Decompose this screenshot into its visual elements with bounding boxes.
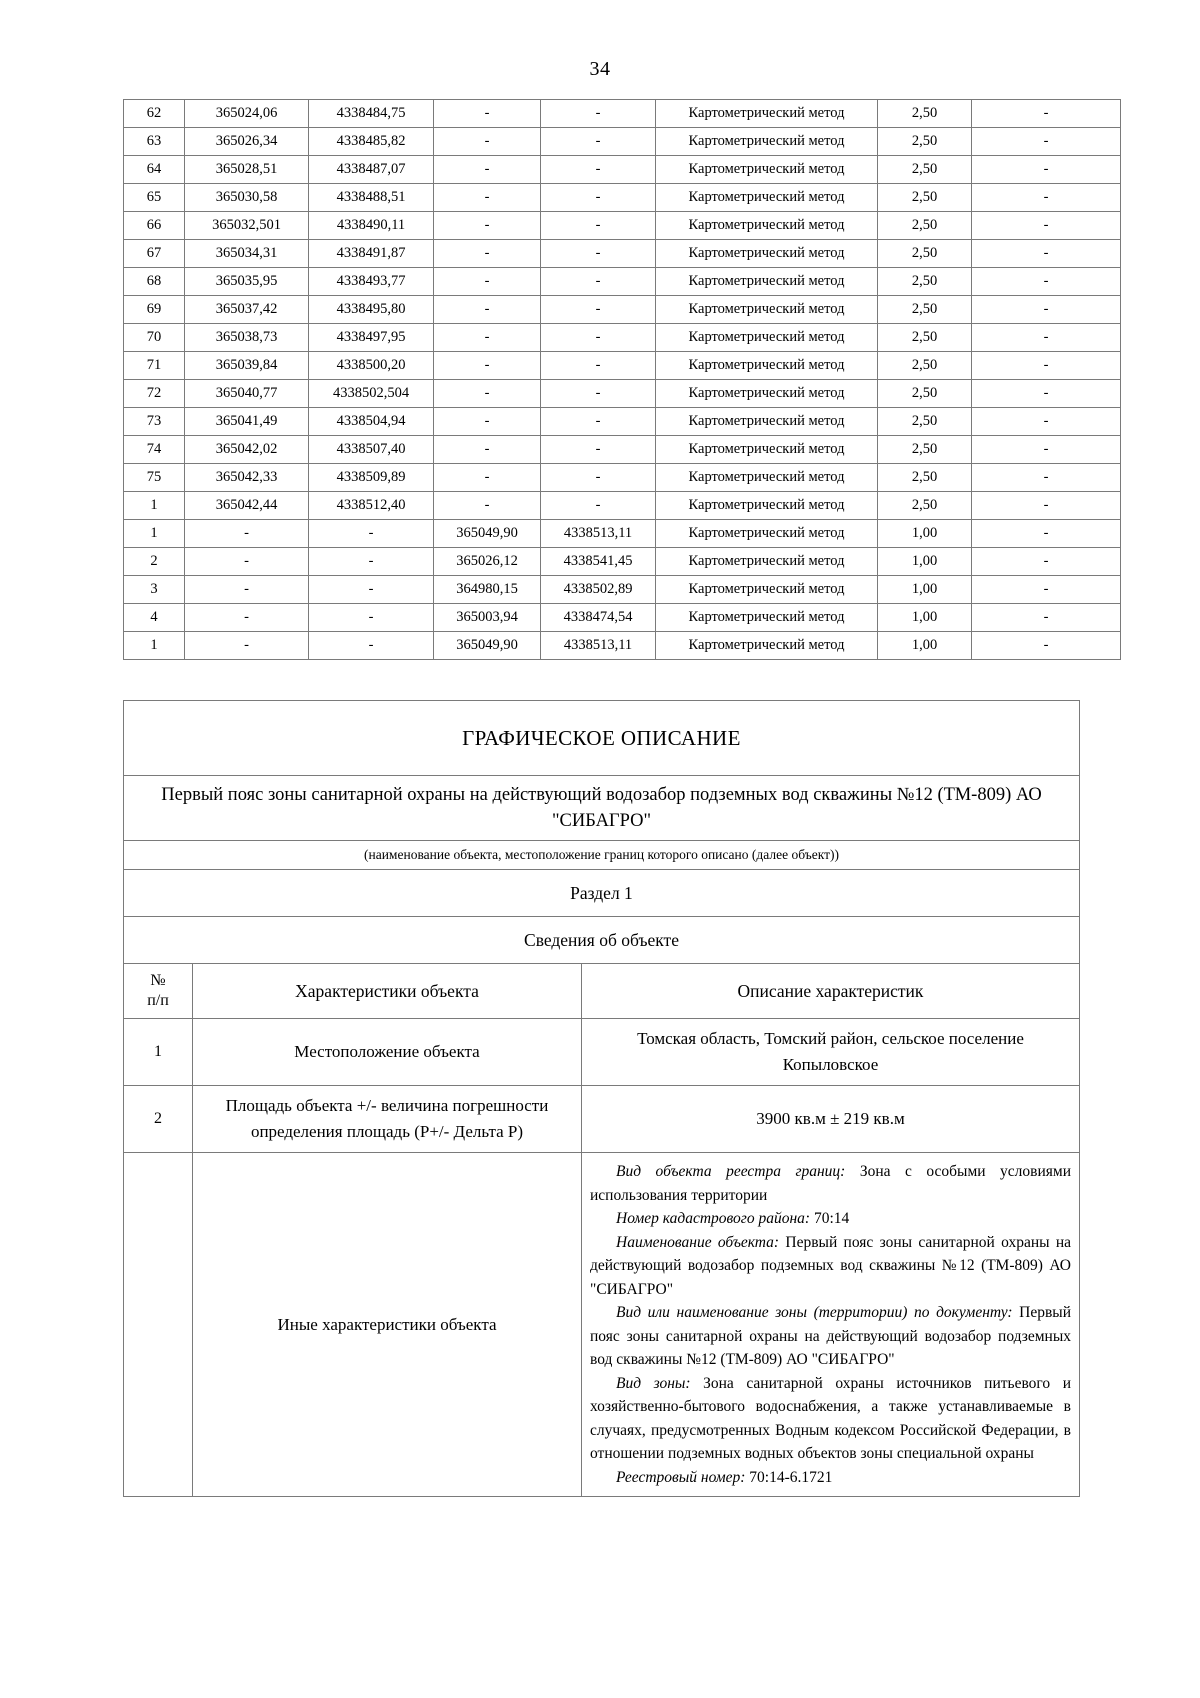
table-row [124,1019,1080,1086]
coord-cell-method: Картометрический метод [656,436,878,464]
coord-cell-x1: 365038,73 [185,324,309,352]
subsection-label: Сведения об объекте [124,917,1080,964]
coord-cell-mt: 1,00 [878,548,972,576]
column-header-description: Описание характеристик [582,964,1080,1019]
coord-cell-last: - [972,576,1121,604]
other-characteristic-value: Зона санитарной охраны источников питьевого и хозяйственно-бытового водоснабжения, а также устанавливаемые в случаях, предусмотренных Водным кодексом Российской Федерации, в отношении подземных водных объектов зоны специальной охраны [590,1374,1071,1462]
table-row [124,324,1121,352]
coord-cell-y2: - [541,324,656,352]
coord-cell-y1: 4338493,77 [309,268,434,296]
coord-cell-x2: - [434,240,541,268]
coord-cell-number: 69 [124,296,185,324]
coord-cell-y2: - [541,240,656,268]
coord-cell-x2: 365003,94 [434,604,541,632]
coordinates-table [123,99,1121,660]
coord-cell-x2: - [434,268,541,296]
coord-cell-method: Картометрический метод [656,324,878,352]
coord-cell-x1: - [185,576,309,604]
table-row [124,917,1080,964]
coord-cell-x1: 365042,44 [185,492,309,520]
column-header-number-line1: № [150,972,166,989]
coord-cell-number: 2 [124,548,185,576]
coord-cell-x1: 365030,58 [185,184,309,212]
coord-cell-x2: - [434,492,541,520]
coord-cell-y2: 4338474,54 [541,604,656,632]
coord-cell-method: Картометрический метод [656,128,878,156]
coord-cell-y1: 4338484,75 [309,100,434,128]
coord-cell-y2: - [541,380,656,408]
coord-cell-y1: 4338500,20 [309,352,434,380]
coord-cell-x2: - [434,464,541,492]
coord-cell-x1: - [185,548,309,576]
coord-cell-mt: 2,50 [878,240,972,268]
coord-cell-last: - [972,156,1121,184]
coord-cell-last: - [972,268,1121,296]
table-row [124,436,1121,464]
other-characteristic-paragraph [590,1372,1071,1466]
table-row [124,604,1121,632]
coord-cell-x1: 365026,34 [185,128,309,156]
table-header-row [124,964,1080,1019]
coord-cell-method: Картометрический метод [656,520,878,548]
row-description: Томская область, Томский район, сельское поселение Копыловское [582,1019,1080,1086]
coord-cell-mt: 2,50 [878,268,972,296]
coord-cell-number: 73 [124,408,185,436]
other-characteristic-label: Реестровый номер: [616,1468,746,1486]
coord-cell-y2: 4338513,11 [541,632,656,660]
other-characteristic-value: Первый пояс зоны санитарной охраны на действующий водозабор подземных вод скважины №12 (ТМ-809) АО "СИБАГРО" [590,1233,1071,1298]
coord-cell-last: - [972,436,1121,464]
coord-cell-y1: 4338509,89 [309,464,434,492]
coord-cell-last: - [972,380,1121,408]
coord-cell-x1: 365024,06 [185,100,309,128]
coord-cell-y1: 4338488,51 [309,184,434,212]
coord-cell-last: - [972,184,1121,212]
coord-cell-x1: 365040,77 [185,380,309,408]
section-label: Раздел 1 [124,870,1080,917]
coord-cell-x1: 365034,31 [185,240,309,268]
coord-cell-y2: - [541,212,656,240]
page-number: 34 [589,58,611,80]
other-characteristic-label: Наименование объекта: [616,1233,780,1251]
coord-cell-y2: - [541,464,656,492]
coord-cell-y2: 4338541,45 [541,548,656,576]
coord-cell-x2: - [434,352,541,380]
coord-cell-x2: - [434,324,541,352]
coord-cell-x2: 365049,90 [434,632,541,660]
coord-cell-y1: 4338491,87 [309,240,434,268]
coord-cell-number: 4 [124,604,185,632]
coord-cell-number: 1 [124,632,185,660]
other-characteristic-label: Номер кадастрового района: [616,1210,811,1227]
other-characteristic-paragraph [590,1301,1071,1372]
coord-cell-x1: 365039,84 [185,352,309,380]
coord-cell-method: Картометрический метод [656,296,878,324]
table-row [124,1086,1080,1153]
coord-cell-method: Картометрический метод [656,576,878,604]
coord-cell-last: - [972,296,1121,324]
other-characteristic-paragraph [590,1466,1071,1490]
coord-cell-number: 1 [124,492,185,520]
coord-cell-x2: - [434,100,541,128]
row-number [124,1153,193,1497]
coord-cell-method: Картометрический метод [656,380,878,408]
other-characteristic-label: Вид объекта реестра границ: [616,1163,846,1180]
coord-cell-number: 67 [124,240,185,268]
coord-cell-method: Картометрический метод [656,548,878,576]
other-characteristic-paragraph [590,1207,1071,1231]
coord-cell-y2: 4338502,89 [541,576,656,604]
table-row [124,184,1121,212]
table-row [124,352,1121,380]
coord-cell-method: Картометрический метод [656,212,878,240]
coord-cell-y1: 4338502,504 [309,380,434,408]
table-row [124,408,1121,436]
object-name: Первый пояс зоны санитарной охраны на действующий водозабор подземных вод скважины №12 (ТМ-809) АО "СИБАГРО" [124,776,1080,841]
table-row [124,520,1121,548]
coord-cell-x2: - [434,128,541,156]
coord-cell-last: - [972,324,1121,352]
coord-cell-number: 71 [124,352,185,380]
coord-cell-y1: 4338497,95 [309,324,434,352]
coord-cell-method: Картометрический метод [656,156,878,184]
coord-cell-y2: - [541,436,656,464]
coord-cell-last: - [972,240,1121,268]
coord-cell-y2: 4338513,11 [541,520,656,548]
column-header-characteristic: Характеристики объекта [193,964,582,1019]
coord-cell-method: Картометрический метод [656,604,878,632]
coord-cell-x1: 365041,49 [185,408,309,436]
table-row [124,548,1121,576]
coord-cell-mt: 2,50 [878,436,972,464]
other-characteristic-paragraph [590,1160,1071,1207]
other-characteristic-value: 70:14 [810,1210,850,1227]
table-row [124,100,1121,128]
table-row [124,128,1121,156]
coord-cell-x2: - [434,380,541,408]
coord-cell-x1: 365032,501 [185,212,309,240]
coord-cell-number: 68 [124,268,185,296]
coord-cell-method: Картометрический метод [656,240,878,268]
column-header-number-line2: п/п [147,992,169,1009]
coord-cell-y1: - [309,548,434,576]
coord-cell-last: - [972,548,1121,576]
coord-cell-last: - [972,492,1121,520]
coord-cell-x2: - [434,184,541,212]
coord-cell-mt: 1,00 [878,576,972,604]
coord-cell-x1: 365042,33 [185,464,309,492]
coord-cell-method: Картометрический метод [656,408,878,436]
coord-cell-last: - [972,464,1121,492]
coord-cell-y1: - [309,520,434,548]
row-characteristic: Площадь объекта +/- величина погрешности определения площадь (Р+/- Дельта Р) [193,1086,582,1153]
coord-cell-number: 65 [124,184,185,212]
coord-cell-mt: 1,00 [878,604,972,632]
coord-cell-x2: - [434,296,541,324]
coord-cell-number: 66 [124,212,185,240]
coord-cell-number: 64 [124,156,185,184]
coord-cell-last: - [972,520,1121,548]
graphic-description-title: ГРАФИЧЕСКОЕ ОПИСАНИЕ [124,701,1080,776]
coord-cell-y1: 4338487,07 [309,156,434,184]
coord-cell-last: - [972,100,1121,128]
coord-cell-x2: - [434,408,541,436]
coord-cell-x2: - [434,436,541,464]
coord-cell-mt: 2,50 [878,128,972,156]
other-characteristic-paragraph [590,1231,1071,1302]
coord-cell-y2: - [541,128,656,156]
coord-cell-mt: 2,50 [878,380,972,408]
table-row [124,212,1121,240]
coord-cell-x2: 365026,12 [434,548,541,576]
coord-cell-method: Картометрический метод [656,464,878,492]
coord-cell-mt: 2,50 [878,324,972,352]
table-row [124,492,1121,520]
coord-cell-x1: - [185,520,309,548]
table-row [124,632,1121,660]
coord-cell-x2: 365049,90 [434,520,541,548]
coord-cell-mt: 2,50 [878,464,972,492]
coord-cell-last: - [972,408,1121,436]
coord-cell-last: - [972,604,1121,632]
coord-cell-y2: - [541,408,656,436]
coord-cell-number: 70 [124,324,185,352]
coord-cell-y2: - [541,100,656,128]
coord-cell-x1: 365042,02 [185,436,309,464]
table-row [124,268,1121,296]
coord-cell-number: 63 [124,128,185,156]
coord-cell-mt: 2,50 [878,100,972,128]
coord-cell-x2: - [434,156,541,184]
coord-cell-y1: - [309,604,434,632]
graphic-description-wrapper [0,660,1200,1497]
coord-cell-mt: 2,50 [878,156,972,184]
coord-cell-last: - [972,352,1121,380]
table-row [124,776,1080,841]
coord-cell-y1: 4338485,82 [309,128,434,156]
coord-cell-y2: - [541,352,656,380]
coord-cell-y1: 4338507,40 [309,436,434,464]
coord-cell-x2: 364980,15 [434,576,541,604]
coord-cell-y2: - [541,296,656,324]
coord-cell-last: - [972,128,1121,156]
coord-cell-method: Картометрический метод [656,100,878,128]
coord-cell-x1: 365037,42 [185,296,309,324]
coord-cell-number: 75 [124,464,185,492]
table-row [124,870,1080,917]
coord-cell-method: Картометрический метод [656,268,878,296]
coordinates-table-wrapper [0,99,1200,660]
coord-cell-y1: 4338490,11 [309,212,434,240]
coord-cell-y1: 4338495,80 [309,296,434,324]
coord-cell-number: 3 [124,576,185,604]
coord-cell-method: Картометрический метод [656,632,878,660]
table-row [124,240,1121,268]
table-row [124,296,1121,324]
object-name-caption: (наименование объекта, местоположение границ которого описано (далее объект)) [124,841,1080,870]
coord-cell-number: 72 [124,380,185,408]
coord-cell-number: 74 [124,436,185,464]
other-characteristic-value: 70:14-6.1721 [745,1468,833,1486]
coord-cell-number: 1 [124,520,185,548]
coord-cell-x1: - [185,632,309,660]
coord-cell-mt: 2,50 [878,212,972,240]
coord-cell-y1: 4338504,94 [309,408,434,436]
graphic-description-header-table [123,700,1080,964]
table-row [124,1153,1080,1497]
coord-cell-y2: - [541,184,656,212]
other-characteristic-value: Зона с особыми условиями использования территории [590,1163,1071,1204]
other-characteristic-label: Вид или наименование зоны (территории) по документу: [616,1304,1013,1321]
table-row [124,464,1121,492]
row-characteristic: Местоположение объекта [193,1019,582,1086]
other-characteristic-value: Первый пояс зоны санитарной охраны на действующий водозабор подземных вод скважины №12 (ТМ-809) АО "СИБАГРО" [590,1304,1071,1368]
coord-cell-y1: - [309,576,434,604]
coord-cell-method: Картометрический метод [656,184,878,212]
coord-cell-mt: 1,00 [878,632,972,660]
coord-cell-y1: - [309,632,434,660]
object-properties-table [123,963,1080,1497]
row-description: 3900 кв.м ± 219 кв.м [582,1086,1080,1153]
table-row [124,701,1080,776]
other-characteristic-label: Вид зоны: [616,1374,691,1392]
table-row [124,576,1121,604]
coord-cell-last: - [972,212,1121,240]
coord-cell-mt: 2,50 [878,184,972,212]
coord-cell-y1: 4338512,40 [309,492,434,520]
coord-cell-number: 62 [124,100,185,128]
column-header-number [124,964,193,1019]
coord-cell-y2: - [541,156,656,184]
coord-cell-mt: 1,00 [878,520,972,548]
coord-cell-y2: - [541,268,656,296]
coord-cell-mt: 2,50 [878,408,972,436]
row-number: 1 [124,1019,193,1086]
coord-cell-method: Картометрический метод [656,492,878,520]
coord-cell-method: Картометрический метод [656,352,878,380]
table-row [124,841,1080,870]
row-description-other [582,1153,1080,1497]
coord-cell-x1: - [185,604,309,632]
coord-cell-x2: - [434,212,541,240]
coord-cell-mt: 2,50 [878,492,972,520]
coord-cell-x1: 365035,95 [185,268,309,296]
row-characteristic: Иные характеристики объекта [193,1153,582,1497]
table-row [124,380,1121,408]
coord-cell-last: - [972,632,1121,660]
coord-cell-mt: 2,50 [878,296,972,324]
coord-cell-y2: - [541,492,656,520]
row-number: 2 [124,1086,193,1153]
coord-cell-mt: 2,50 [878,352,972,380]
coord-cell-x1: 365028,51 [185,156,309,184]
table-row [124,156,1121,184]
